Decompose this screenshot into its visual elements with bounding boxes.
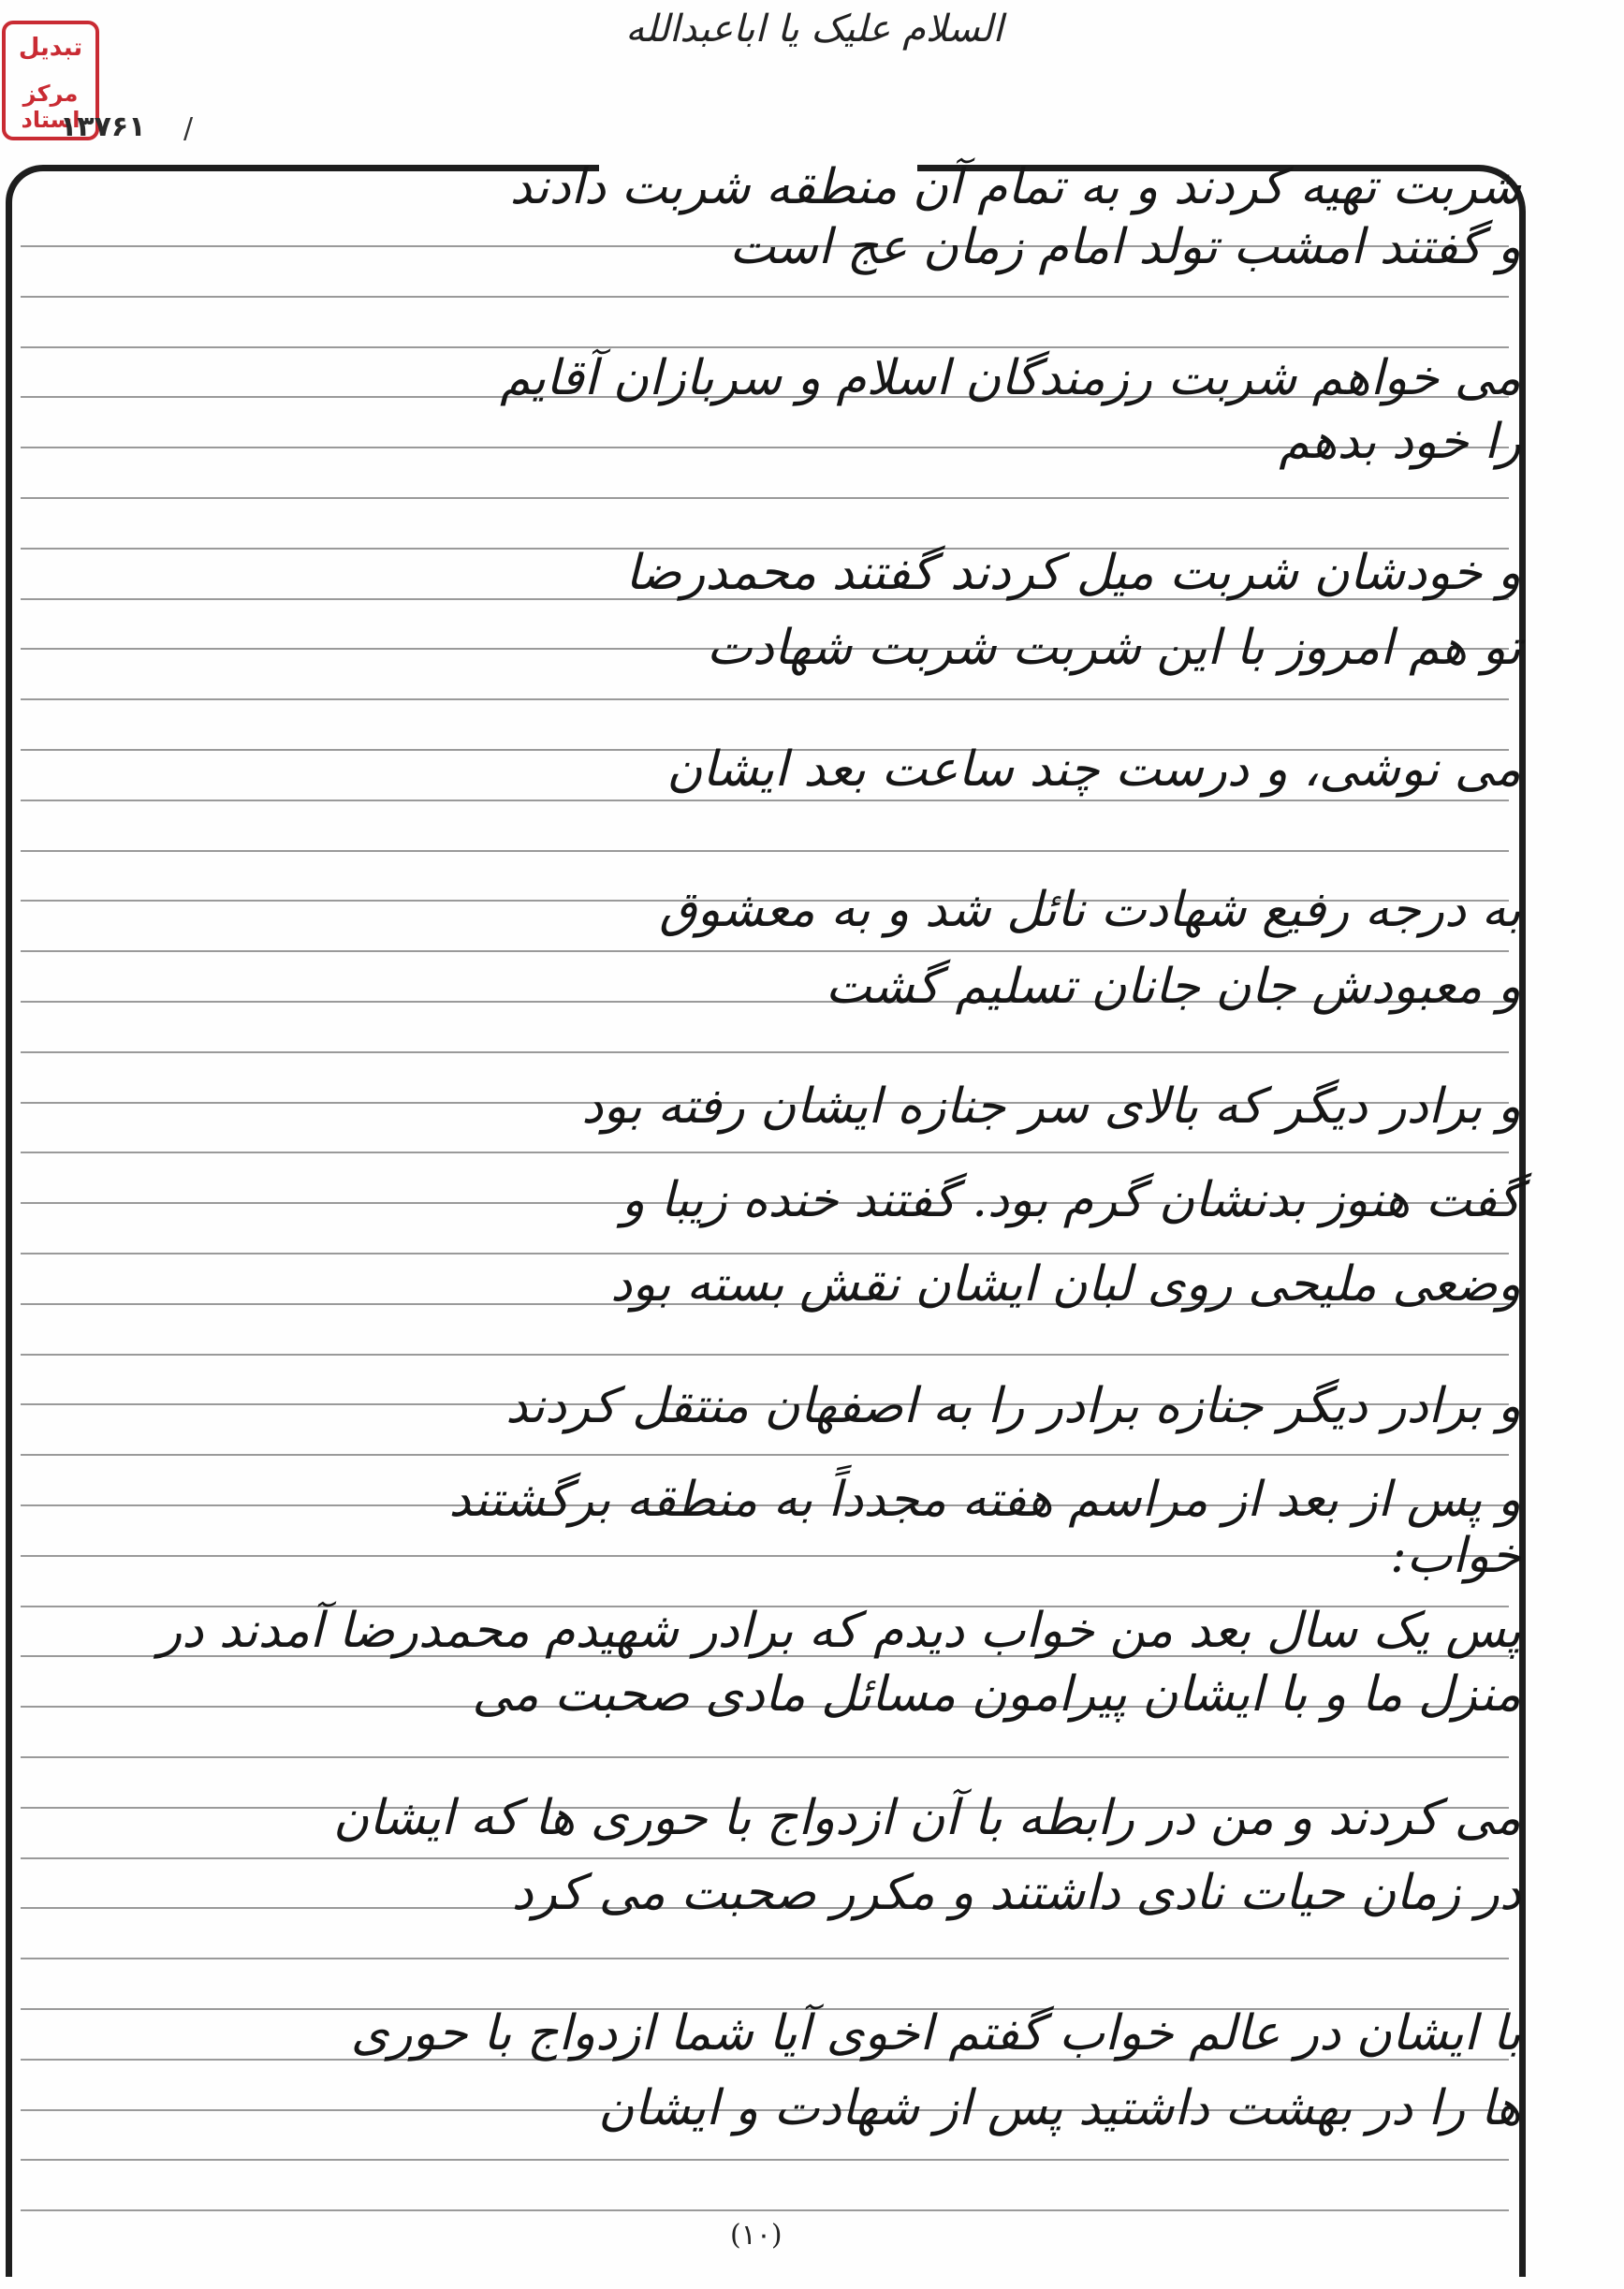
text-line: گفت هنوز بدنشان گرم بود. گفتند خنده زیبا و xyxy=(621,1172,1521,1228)
ruled-line xyxy=(21,1152,1509,1153)
text-line: پس یک سال بعد من خواب دیدم که برادر شهیدم محمدرضا آمدند در xyxy=(158,1603,1521,1659)
ruled-line xyxy=(21,850,1509,852)
text-line: تو هم امروز با این شربت شربت شهادت xyxy=(706,620,1521,676)
text-line: را خود بدهم xyxy=(1279,414,1521,470)
ruled-line xyxy=(21,1958,1509,1959)
ruled-line xyxy=(21,800,1509,801)
ruled-line xyxy=(21,1354,1509,1356)
document-number: ۱۳۷۶۱ xyxy=(60,110,146,143)
text-line: و خودشان شربت میل کردند گفتند محمدرضا xyxy=(625,545,1521,601)
ruled-line xyxy=(21,1454,1509,1456)
text-line: می نوشی، و درست چند ساعت بعد ایشان xyxy=(666,741,1521,798)
ruled-line xyxy=(21,1051,1509,1053)
ruled-line xyxy=(21,2159,1509,2161)
text-line: می کردند و من در رابطه با آن ازدواج با حوری ها که ایشان xyxy=(333,1790,1521,1846)
ruled-line xyxy=(21,950,1509,952)
text-line: منزل ما و با ایشان پیرامون مسائل مادی صحبت می xyxy=(472,1666,1521,1723)
ruled-line xyxy=(21,1857,1509,1859)
page-header: السلام علیک یا اباعبدالله xyxy=(625,7,1003,51)
stamp-line-1: تبدیل xyxy=(18,34,83,62)
ruled-line xyxy=(21,346,1509,348)
ruled-line xyxy=(21,1253,1509,1255)
ruled-line xyxy=(21,1756,1509,1758)
text-line: و برادر دیگر که بالای سر جنازه ایشان رفته بود xyxy=(581,1078,1521,1135)
text-line: ها را در بهشت داشتید پس از شهادت و ایشان xyxy=(598,2080,1521,2136)
text-line: وضعی ملیحی روی لبان ایشان نقش بسته بود xyxy=(610,1256,1521,1313)
text-line: به درجه رفیع شهادت نائل شد و به معشوق xyxy=(659,882,1521,938)
text-line: و گفتند امشب تولد امام زمان عج است xyxy=(729,219,1521,275)
stamp-line-2: مرکز استاد xyxy=(21,81,80,133)
text-line: شربت تهیه کردند و به تمام آن منطقه شربت دادند xyxy=(509,159,1521,215)
ruled-line xyxy=(21,2209,1509,2211)
text-line: و معبودش جان جانان تسلیم گشت xyxy=(825,959,1521,1015)
text-line: و پس از بعد از مراسم هفته مجدداً به منطقه برگشتند xyxy=(448,1472,1521,1528)
page-number: (۱۰) xyxy=(730,2219,783,2252)
text-line: خواب: xyxy=(1390,1528,1521,1584)
text-line: با ایشان در عالم خواب گفتم اخوی آیا شما ازدواج با حوری xyxy=(350,2005,1521,2062)
text-line: می خواهم شربت رزمندگان اسلام و سربازان آقایم xyxy=(500,350,1521,406)
text-line: در زمان حیات نادی داشتند و مکرر صحبت می کرد xyxy=(511,1865,1521,1921)
ruled-line xyxy=(21,497,1509,499)
ruled-line xyxy=(21,296,1509,298)
document-number-mark: / xyxy=(183,112,194,145)
text-line: و برادر دیگر جنازه برادر را به اصفهان منتقل کردند xyxy=(505,1378,1521,1434)
ruled-line xyxy=(21,698,1509,700)
